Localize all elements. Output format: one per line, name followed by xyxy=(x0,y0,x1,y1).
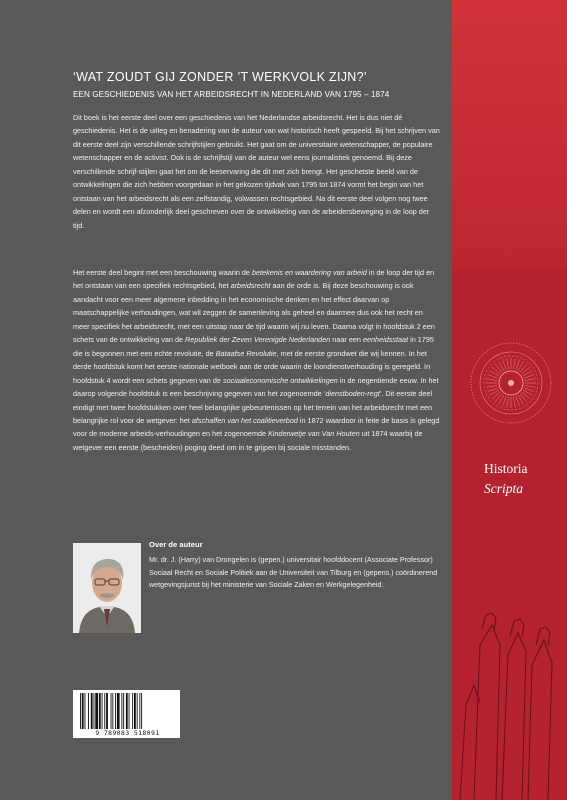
publisher-name-line2: Scripta xyxy=(484,481,523,496)
raised-fists-illustration xyxy=(452,585,567,800)
red-band-top xyxy=(452,0,567,270)
publisher-emblem-icon xyxy=(466,338,556,428)
author-bio: Mr. dr. J. (Harry) van Drongelen is (gepen.) universitair hoofddocent (Associate Professor) Sociaal Recht en Sociale Politiek aan de Universiteit van Tilburg en (gepens.) coördinerend wetgevingsjurist bij het ministerie van Sociale Zaken en Werkgelegenheid. xyxy=(149,556,438,590)
isbn-barcode xyxy=(73,690,180,738)
blurb-paragraph-1: Dit boek is het eerste deel over een geschiedenis van het Nederlandse arbeidsrecht. Het is dus niet dé geschiedenis. Het is de uitleg en benadering van de auteur van wat historisch heeft gespeeld. Bij het schrijven van dit eerste deel zijn verschillende schrijfstijlen gebruikt. Het gaat om de universitaire wetenschapper, de populaire wetenschapper en de activist. Ook is de schrijfstijl van de auteur wel eens journalistiek genoemd. Bij deze verschillende schrijf-stijlen gaat het om de leeservaring die dit met zich brengt. Het geschetste beeld van de ontwikkelingen die zich hebben voorgedaan in het gekozen tijdvak van 1795 tot 1874 vormt het begin van het ontstaan van het arbeidsrecht als een zelfstandig, volwassen rechtsgebied. Na dit eerste deel volgen nog twee delen en wordt een afzonderlijk deel geschreven over de ontwikkeling van de arbeidersbeweging in de loop der tijd. xyxy=(73,113,440,230)
barcode-number: 9 789083 518091 xyxy=(95,730,160,737)
author-photo xyxy=(73,543,141,633)
barcode-icon xyxy=(80,693,174,729)
publisher-logo xyxy=(484,459,528,499)
author-portrait-icon xyxy=(73,543,141,633)
book-title: ‘WAT ZOUDT GIJ ZONDER ’T WERKVOLK ZIJN?’ xyxy=(73,70,367,84)
publisher-name-line1: Historia xyxy=(484,461,528,476)
blurb-paragraph-2: Het eerste deel begint met een beschouwing waarin de betekenis en waardering van arbeid in de loop der tijd en het ontstaan van een specifiek rechtsgebied, het arbeidsrecht aan de orde is. Bij deze beschouwing is ook aandacht voor een meer algemene inbedding in het economische denken en het effect daarvan op maatschappelijke verhoudingen, wat wil zeggen de samenleving als geheel en daarmee dus ook het recht en meer specifiek het arbeidsrecht, met een uitstap naar de tijd waarin wij nu leven. Daarna volgt in hoofdstuk 2 een schets van de ontwikkeling van de Republiek der Zeven Verenigde Nederlanden naar een eenheidsstaat in 1795 die is begonnen met een echte revolutie, de Bataafse Revolutie, met de eerste grondwet die wij kennen. In het derde hoofdstuk komt het eerste nationale wetboek aan de orde waarin de loondienstverhouding is geregeld. In hoofdstuk 4 wordt een schets gegeven van de sociaaleconomische ontwikkelingen in de negentiende eeuw. In het daarop volgende hoofdstuk is een beschrijving gegeven van het zogenoemde ‘dienstboden-regt’. Dit eerste deel eindigt met twee hoofdstukken over heel belangrijke gebeurtenissen op het terrein van het arbeidsrecht met een belangrijke rol voor de wetgever: het afschaffen van het coalitieverbod in 1872 waardoor in feite de basis is gelegd voor de moderne arbeids-verhoudingen en het zogenoemde Kinderwetje van Van Houten uit 1874 waarbij de wetgever een eerste (bescheiden) poging deed om in te grijpen bij sociale misstanden. xyxy=(73,268,440,452)
author-heading: Over de auteur xyxy=(149,540,203,549)
book-subtitle: EEN GESCHIEDENIS VAN HET ARBEIDSRECHT IN NEDERLAND VAN 1795 – 1874 xyxy=(73,90,390,99)
